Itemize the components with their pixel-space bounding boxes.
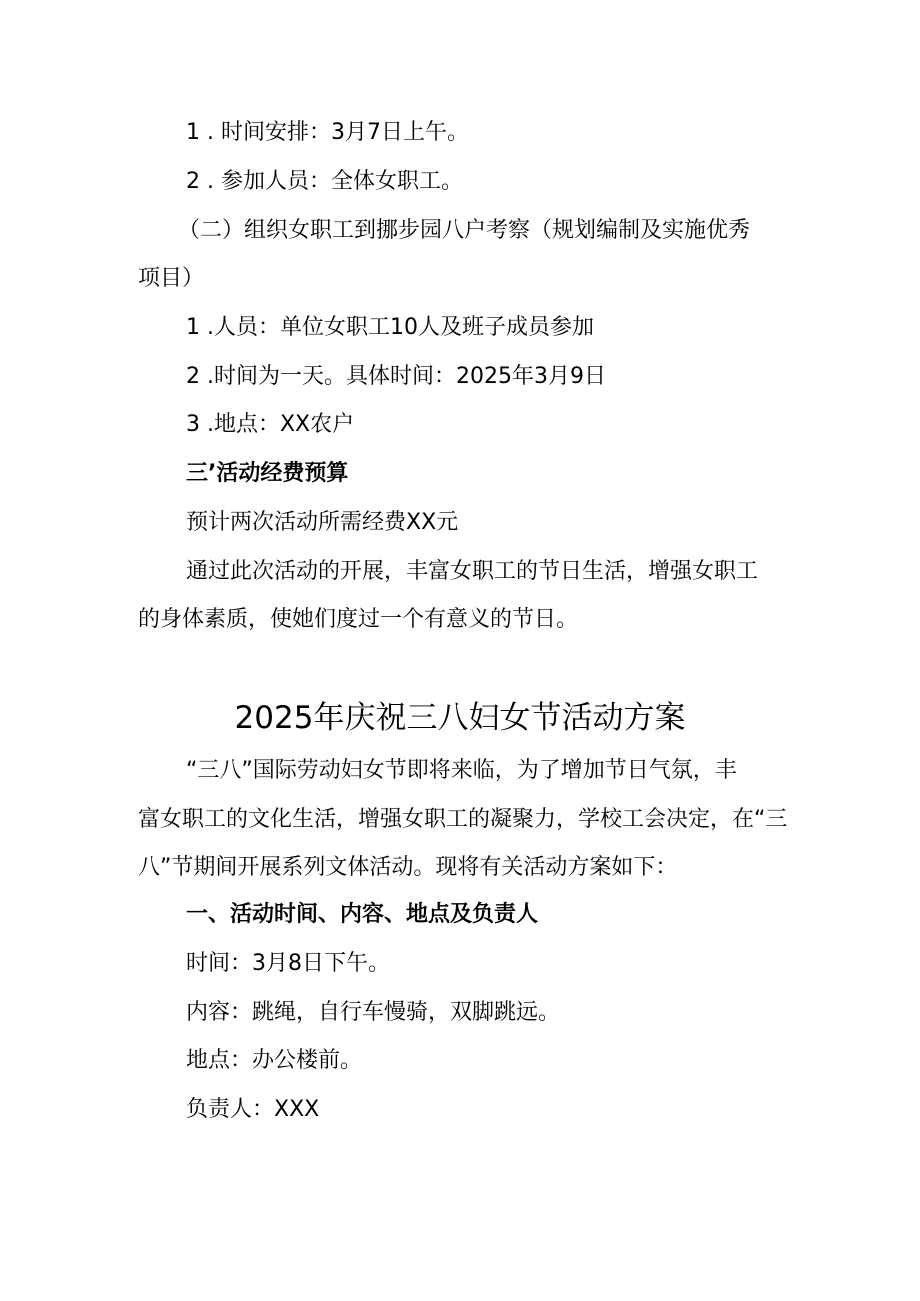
document-title: 2025年庆祝三八妇女节活动方案 bbox=[234, 700, 686, 736]
activity-time: 时间：3月8日下午。 bbox=[186, 951, 390, 976]
intro-paragraph-line3: 八”节期间开展系列文体活动。现将有关活动方案如下： bbox=[138, 855, 678, 880]
participants-item: 2 . 参加人员：全体女职工。 bbox=[186, 169, 463, 194]
inspection-personnel-item: 1 .人员：单位女职工10人及班子成员参加 bbox=[186, 315, 594, 340]
activity-heading: 一、活动时间、内容、地点及负责人 bbox=[186, 902, 539, 927]
activity-place: 地点：办公楼前。 bbox=[186, 1048, 363, 1073]
closing-paragraph-line2: 的身体素质，使她们度过一个有意义的节日。 bbox=[138, 607, 579, 632]
budget-heading: 三’活动经费预算 bbox=[186, 461, 349, 486]
inspection-place-item: 3 .地点：XX农户 bbox=[186, 412, 355, 437]
activity-person-in-charge: 负责人：XXX bbox=[186, 1097, 320, 1122]
activity-content: 内容：跳绳，自行车慢骑，双脚跳远。 bbox=[186, 1000, 561, 1025]
intro-paragraph-line1: “三八”国际劳动妇女节即将来临，为了增加节日气氛，丰 bbox=[186, 758, 737, 783]
closing-paragraph-line1: 通过此次活动的开展，丰富女职工的节日生活，增强女职工 bbox=[186, 559, 759, 584]
intro-paragraph-line2: 富女职工的文化生活，增强女职工的凝聚力，学校工会决定，在“三 bbox=[138, 807, 788, 832]
budget-text: 预计两次活动所需经费XX元 bbox=[186, 510, 459, 535]
inspection-time-item: 2 .时间为一天。具体时间：2025年3月9日 bbox=[186, 364, 606, 389]
inspection-heading-line2: 项目） bbox=[138, 266, 205, 291]
time-arrangement-item: 1 . 时间安排：3月7日上午。 bbox=[186, 120, 469, 145]
inspection-heading-line1: （二）组织女职工到挪步园八户考察（规划编制及实施优秀 bbox=[178, 218, 751, 243]
